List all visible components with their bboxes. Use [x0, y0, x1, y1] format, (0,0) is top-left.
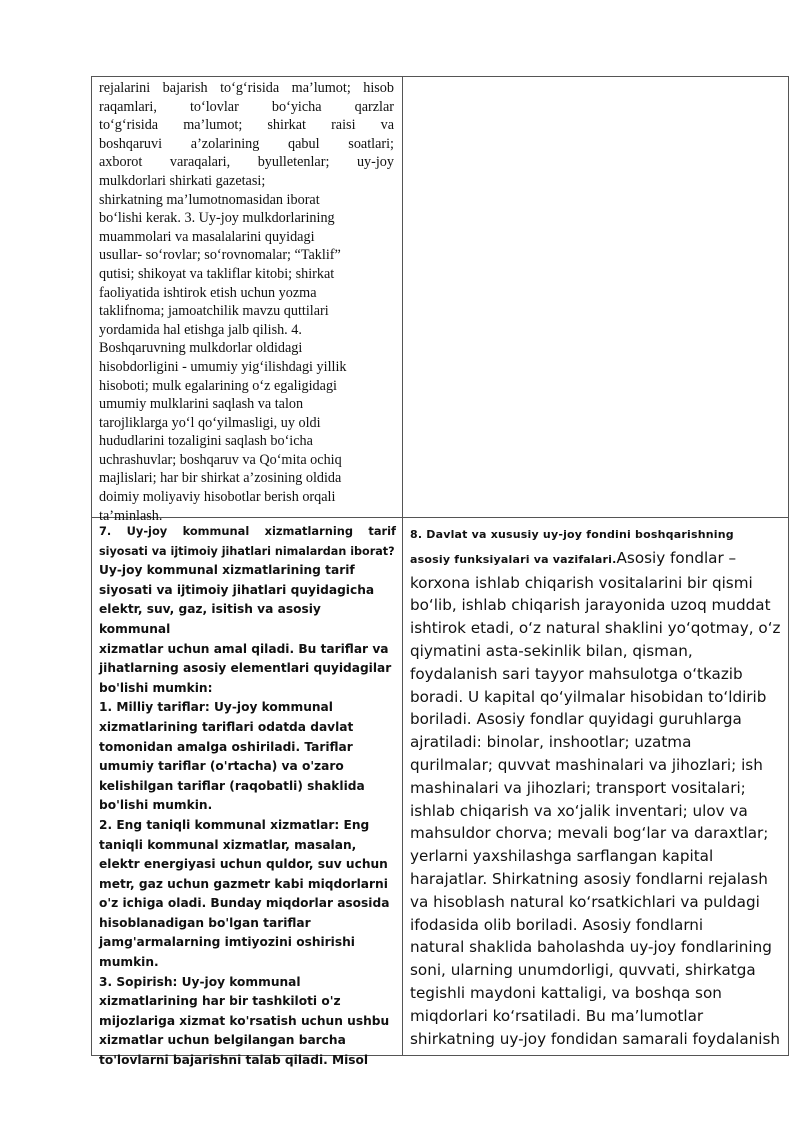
question-8-line-1 [410, 522, 784, 547]
text-line: taniqli kommunal xizmatlar, masalan, [99, 837, 357, 852]
text-line: kelishilgan tariflar (raqobatli) shaklida [99, 778, 365, 793]
text-line: metr, gaz uchun gazmetr kabi miqdorlarni [99, 876, 388, 891]
text-line: ishtirok etadi, o‘z natural shaklini yo‘qotmay, o‘z [410, 619, 781, 638]
text-line: doimiy moliyaviy hisobotlar berish orqali [99, 489, 336, 506]
text-line: xizmatlar uchun amal qiladi. Bu tariflar va [99, 641, 389, 656]
question-7-line-1: 7. Uy-joy kommunal xizmatlarning tarif [99, 524, 396, 538]
text-line: yerlarni yaxshilashga sarflangan kapital [410, 847, 714, 866]
cell-text [92, 77, 402, 524]
text-line: korxona ishlab chiqarish vositalarini bir qismi [410, 573, 753, 592]
text-line: hisobdorligini - umumiy yig‘ilishdagi yillik [99, 358, 347, 375]
text-line: 1. Milliy tariflar: Uy-joy kommunal [99, 700, 333, 715]
text-line: va hisoblash natural ko‘rsatkichlari va puldagi [410, 892, 760, 911]
text-line: boshqaruvi a’zolarining qabul soatlari; [99, 135, 394, 152]
text-line: shirkatning uy-joy fondidan samarali foydalanish [410, 1029, 781, 1048]
text-line: uchrashuvlar; boshqaruv va Qo‘mita ochiq [99, 451, 342, 468]
text-line: bo‘lishi kerak. 3. Uy-joy mulkdorlarining [99, 210, 335, 227]
cell-top-left [92, 77, 403, 524]
text-line: axborot varaqalari, byulletenlar; uy-joy [99, 154, 394, 171]
cell-top-right [403, 77, 789, 518]
text-line: qurilmalar; quvvat mashinalari va jihozlari; ish [410, 755, 763, 774]
text-line: hisoboti; mulk egalarining o‘z egaligidagi [99, 377, 337, 394]
content-table [91, 76, 789, 1068]
text-line: elektr energiyasi uchun quldor, suv uchun [99, 857, 388, 872]
text-line: harajatlar. Shirkatning asosiy fondlarni rejalash [410, 869, 768, 888]
text-line: taklifnoma; jamoatchilik mavzu quttilari [99, 303, 329, 320]
text-line: ishlab chiqarish va xo‘jalik inventari; ulov va [410, 801, 748, 820]
text-line: xizmatlar uchun belgilangan barcha [99, 1033, 346, 1048]
text-line: jamg'armalarning imtiyozini oshirishi [99, 935, 355, 950]
text-line: raqamlari, to‘lovlar bo‘yicha qarzlar [99, 98, 394, 115]
question-8-heading-cont: asosiy funksiyalari va vazifalari. [410, 552, 617, 566]
text-line: boriladi. Asosiy fondlar quyidagi guruhlarga [410, 710, 742, 729]
text-line: mashinalari va jihozlari; transport vositalari; [410, 778, 746, 797]
text-line: bo'lishi mumkin. [99, 798, 213, 813]
text-line: elektr, suv, gaz, isitish va asosiy kommunal [99, 602, 321, 636]
answer-8-start: Asosiy fondlar – [616, 548, 737, 567]
table-row [92, 518, 789, 1056]
text-line: mumkin. [99, 955, 159, 970]
text-line: bo'lishi mumkin: [99, 680, 213, 695]
text-line: boradi. U kapital qo‘yilmalar hisobidan to‘ldirib [410, 687, 767, 706]
text-line: mahsuldor chorva; mevali bog‘lar va daraxtlar; [410, 824, 769, 843]
cell-bottom-left [92, 518, 403, 1068]
text-line: yordamida hal etishga jalb qilish. 4. [99, 321, 302, 338]
text-line: miqdorlari ko‘rsatiladi. Bu ma’lumotlar [410, 1006, 704, 1025]
text-line: 2. Eng taniqli kommunal xizmatlar: Eng [99, 817, 370, 832]
text-line: hududlarini tozaligini saqlash bo‘icha [99, 433, 313, 450]
cell-text [403, 518, 788, 1055]
text-line: rejalarini bajarish to‘g‘risida ma’lumot; hisob [99, 80, 394, 96]
text-line: Uy-joy kommunal xizmatlarining tarif [99, 563, 355, 578]
text-line: jihatlarning asosiy elementlari quyidagilar [99, 661, 392, 676]
text-line: shirkatning ma’lumotnomasidan iborat [99, 191, 320, 208]
text-line: mulkdorlari shirkati gazetasi; [99, 172, 266, 189]
text-line: umumiy mulklarini saqlash va talon [99, 396, 304, 413]
text-line: foydalanish sari tayyor mahsulotga o‘tkazib [410, 664, 743, 683]
justified-paragraph [99, 79, 394, 172]
text-line: muammolari va masalalarini quyidagi [99, 228, 315, 245]
ragged-paragraph [99, 172, 394, 525]
text-line: qutisi; shikoyat va takliflar kitobi; shirkat [99, 265, 335, 282]
text-line: usullar- so‘rovlar; so‘rovnomalar; “Taklif” [99, 247, 341, 264]
text-line: umumiy tariflar (o'rtacha) va o'zaro [99, 759, 344, 774]
text-line: majlislari; har bir shirkat a’zosining oldida [99, 470, 342, 487]
text-line: to'lovlarni bajarishni talab qiladi. Misol [99, 1053, 369, 1068]
question-8-heading: 8. Davlat va xususiy uy-joy fondini boshqarishning [410, 528, 734, 541]
text-line: mijozlariga xizmat ko'rsatish uchun ushbu [99, 1013, 390, 1028]
text-line: ifodasida olib boriladi. Asosiy fondlarni [410, 915, 704, 934]
text-line: soni, ularning unumdorligi, quvvati, shirkatga [410, 961, 756, 980]
answer-7 [99, 561, 396, 1070]
cell-text [92, 518, 402, 1068]
text-line: qiymatini asta-sekinlik bilan, qisman, [410, 641, 693, 660]
text-line: o'z ichiga oladi. Bunday miqdorlar asosida [99, 896, 390, 911]
text-line: xizmatlarining har bir tashkiloti o'z [99, 994, 341, 1009]
text-line: bo‘lib, ishlab chiqarish jarayonida uzoq muddat [410, 596, 771, 615]
text-line: natural shaklida baholashda uy-joy fondlarining [410, 938, 772, 957]
text-line: ta’minlash. [99, 507, 163, 524]
answer-8 [410, 572, 784, 1051]
text-line: 3. Sopirish: Uy-joy kommunal [99, 974, 301, 989]
text-line: siyosati va ijtimoiy jihatlari quyidagicha [99, 582, 375, 597]
text-line: to‘g‘risida ma’lumot; shirkat raisi va [99, 117, 394, 134]
text-line: ajratiladi: binolar, inshootlar; uzatma [410, 733, 692, 752]
text-line: tomonidan amalga oshiriladi. Tariflar [99, 739, 353, 754]
text-line: xizmatlarining tariflari odatda davlat [99, 719, 354, 734]
text-line: hisoblanadigan bo'lgan tariflar [99, 915, 311, 930]
text-line: tarojliklarga yo‘l qo‘yilmasligi, uy oldi [99, 414, 321, 431]
text-line: Boshqaruvning mulkdorlar oldidagi [99, 340, 303, 357]
text-line: faoliyatida ishtirok etish uchun yozma [99, 284, 317, 301]
question-7-line-2: siyosati va ijtimoiy jihatlari nimalardan iborat? [99, 544, 395, 558]
text-line: tegishli maydoni kattaligi, va boshqa son [410, 983, 722, 1002]
question-8-line-2 [410, 547, 784, 572]
table-row [92, 77, 789, 518]
cell-bottom-right [403, 518, 789, 1056]
